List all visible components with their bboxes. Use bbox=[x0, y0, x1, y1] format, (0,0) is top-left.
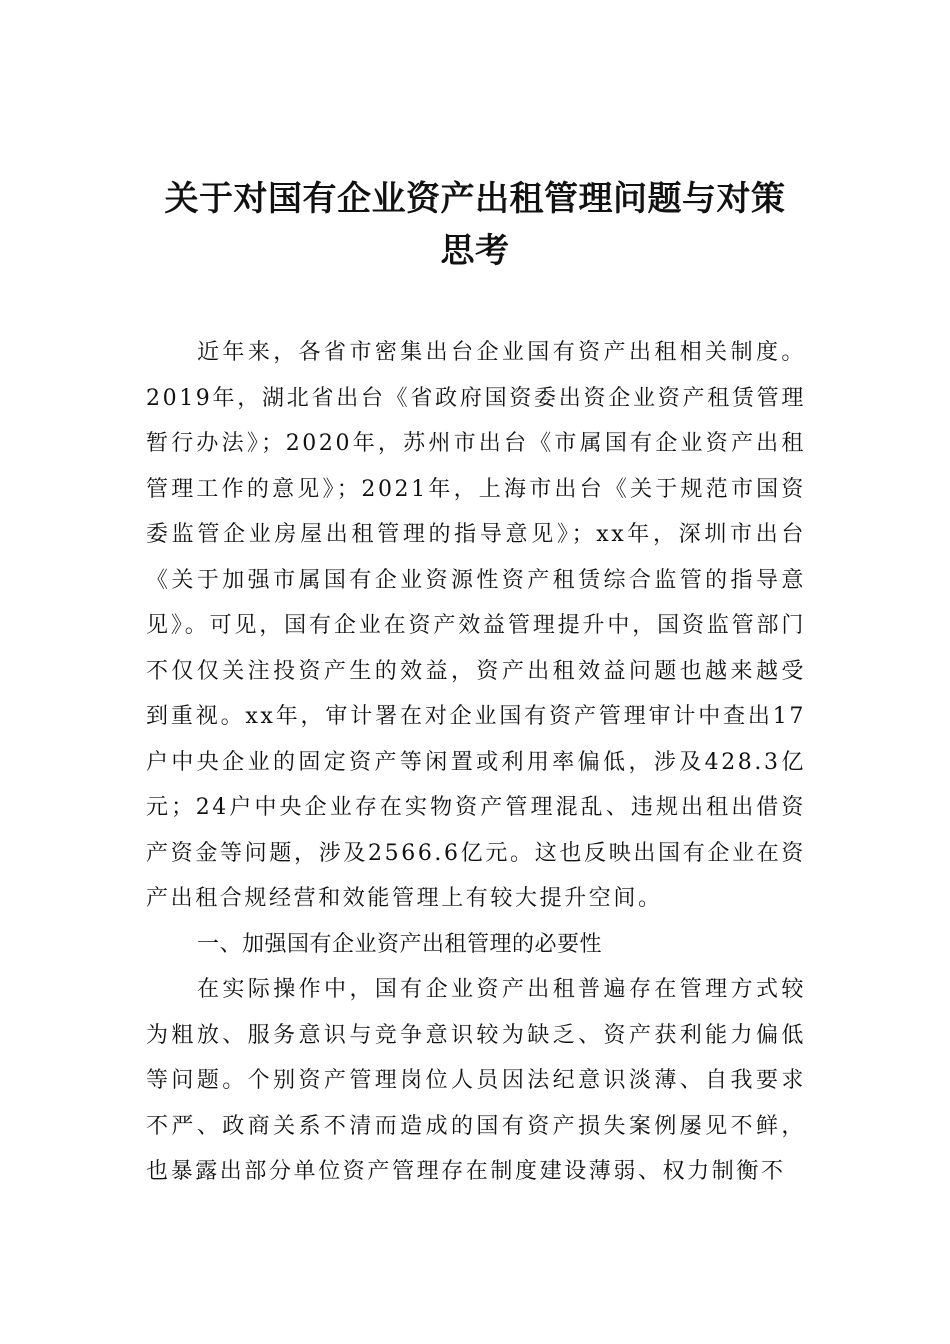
section-heading-1: 一、加强国有企业资产出租管理的必要性 bbox=[197, 931, 603, 957]
document-body bbox=[146, 330, 806, 1195]
title-line-2: 思考 bbox=[440, 231, 510, 271]
document-title bbox=[130, 173, 820, 277]
paragraph-section-1: 在实际操作中，国有企业资产出租普遍存在管理方式较为粗放、服务意识与竞争意识较为缺乏、资产获利能力偏低等问题。个别资产管理岗位人员因法纪意识淡薄、自我要求不严、政商关系不清而造成的国有资产损失案例屡见不鲜，也暴露出部分单位资产管理存在制度建设薄弱、权力制衡不 bbox=[146, 977, 806, 1184]
title-line-1: 关于对国有企业资产出租管理问题与对策 bbox=[164, 179, 786, 219]
paragraph-intro: 近年来，各省市密集出台企业国有资产出租相关制度。2019年，湖北省出台《省政府国资委出资企业资产租赁管理暂行办法》；2020年，苏州市出台《市属国有企业资产出租管理工作的意见》；2021年，上海市出台《关于规范市国资委监管企业房屋出租管理的指导意见》；xx年，深圳市出台《关于加强市属国有企业资源性资产租赁综合监管的指导意见》。可见，国有企业在资产效益管理提升中，国资监管部门不仅仅关注投资产生的效益，资产出租效益问题也越来越受到重视。xx年，审计署在对企业国有资产管理审计中查出17户中央企业的固定资产等闲置或利用率偏低，涉及428.3亿元；24户中央企业存在实物资产管理混乱、违规出租出借资产资金等问题，涉及2566.6亿元。这也反映出国有企业在资产出租合规经营和效能管理上有较大提升空间。 bbox=[146, 340, 806, 911]
